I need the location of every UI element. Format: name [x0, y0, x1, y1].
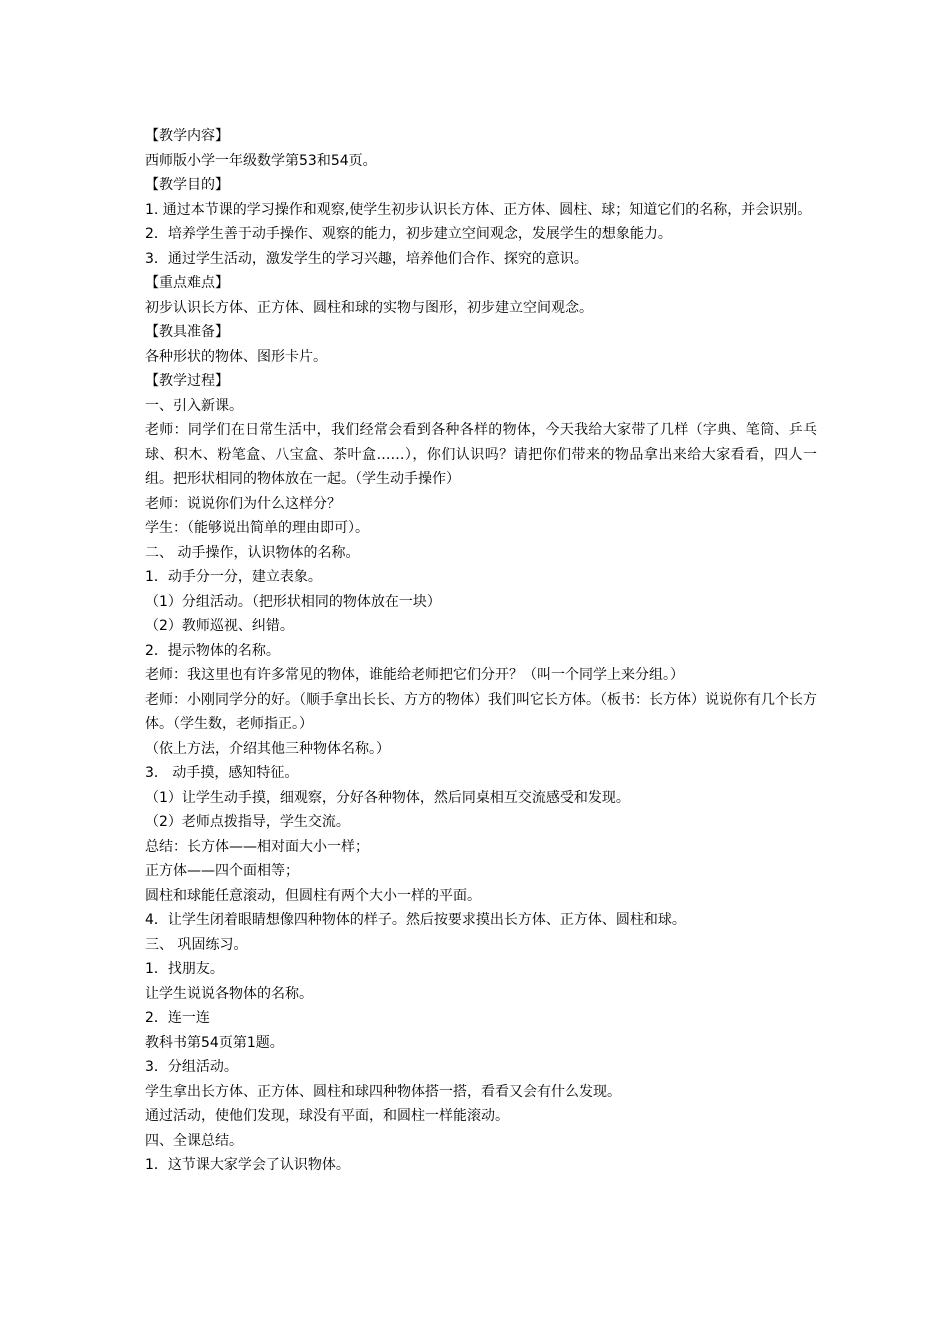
summary-cube: 正方体——四个面相等； [145, 863, 299, 879]
paragraph-student-answer: 学生：（能够说出简单的理由即可）。 [145, 520, 369, 536]
step-3-1: 1．找朋友。 [145, 961, 224, 977]
paragraph-textbook-pages: 西师版小学一年级数学第53和54页。 [145, 152, 377, 169]
paragraph-key-points: 初步认识长方体、正方体、圆柱和球的实物与图形，初步建立空间观念。 [145, 299, 593, 316]
step-2-1: 1．动手分一分，建立表象。 [145, 569, 322, 585]
paragraph-teacher-cuboid: 老师：小刚同学分的好。（顺手拿出长长、方方的物体）我们叫它长方体。（板书：长方体）说说你有几个长方体。（学生数，老师指正。） [145, 691, 817, 732]
section-2-title: 二、 动手操作，认识物体的名称。 [145, 544, 360, 561]
summary-cylinder-sphere: 圆柱和球能任意滚动，但圆柱有两个大小一样的平面。 [145, 887, 481, 904]
section-1-title: 一、引入新课。 [145, 397, 243, 414]
step-2-1-b: （2）教师巡视、纠错。 [145, 618, 294, 634]
paragraph-teacher-intro: 老师：同学们在日常生活中，我们经常会看到各种各样的物体，今天我给大家带了几样（字典、笔筒、乒乓球、积木、粉笔盒、八宝盒、茶叶盒……），你们认识吗？请把你们带来的物品拿出来给大家看看，四人一组。把形状相同的物体放在一起。（学生动手操作） [145, 422, 817, 487]
goal-1: 1. 通过本节课的学习操作和观察,使学生初步认识长方体、正方体、圆柱、球；知道它们的名称，并会识别。 [145, 201, 812, 218]
step-3-1-detail: 让学生说说各物体的名称。 [145, 985, 313, 1002]
step-2-3-a: （1）让学生动手摸，细观察，分好各种物体，然后同桌相互交流感受和发现。 [145, 789, 630, 806]
heading-teaching-content: 【教学内容】 [145, 128, 229, 144]
paragraph-teacher-question: 老师：说说你们为什么这样分？ [145, 495, 341, 512]
step-2-4: 4．让学生闭着眼睛想像四种物体的样子。然后按要求摸出长方体、正方体、圆柱和球。 [145, 912, 686, 928]
step-4-1: 1．这节课大家学会了认识物体。 [145, 1157, 350, 1173]
step-2-1-a: （1）分组活动。（把形状相同的物体放在一块） [145, 593, 441, 610]
heading-key-points: 【重点难点】 [145, 275, 229, 291]
paragraph-other-shapes: （依上方法，介绍其他三种物体名称。） [145, 740, 390, 757]
step-3-3: 3．分组活动。 [145, 1059, 238, 1075]
step-3-3-conclusion: 通过活动，使他们发现，球没有平面，和圆柱一样能滚动。 [145, 1108, 509, 1124]
summary-cuboid: 总结：长方体——相对面大小一样； [145, 838, 369, 855]
paragraph-teacher-sorting: 老师：我这里也有许多常见的物体，谁能给老师把它们分开？（叫一个同学上来分组。） [145, 667, 684, 683]
step-2-3: 3． 动手摸，感知特征。 [145, 765, 299, 781]
step-3-2-detail: 教科书第54页第1题。 [145, 1034, 284, 1051]
step-3-2: 2．连一连 [145, 1010, 210, 1026]
step-2-3-b: （2）老师点拨指导，学生交流。 [145, 814, 350, 830]
heading-teaching-process: 【教学过程】 [145, 373, 229, 389]
lesson-plan-body [145, 124, 817, 1178]
section-3-title: 三、 巩固练习。 [145, 936, 248, 953]
goal-3: 3．通过学生活动，激发学生的学习兴趣，培养他们合作、探究的意识。 [145, 250, 588, 267]
goal-2: 2．培养学生善于动手操作、观察的能力，初步建立空间观念，发展学生的想象能力。 [145, 226, 672, 242]
section-4-title: 四、全课总结。 [145, 1132, 243, 1149]
heading-teaching-goals: 【教学目的】 [145, 177, 229, 193]
step-3-3-detail: 学生拿出长方体、正方体、圆柱和球四种物体搭一搭，看看又会有什么发现。 [145, 1083, 621, 1100]
heading-teaching-aids: 【教具准备】 [145, 324, 229, 340]
paragraph-teaching-aids: 各种形状的物体、图形卡片。 [145, 348, 327, 365]
step-2-2: 2．提示物体的名称。 [145, 642, 280, 659]
